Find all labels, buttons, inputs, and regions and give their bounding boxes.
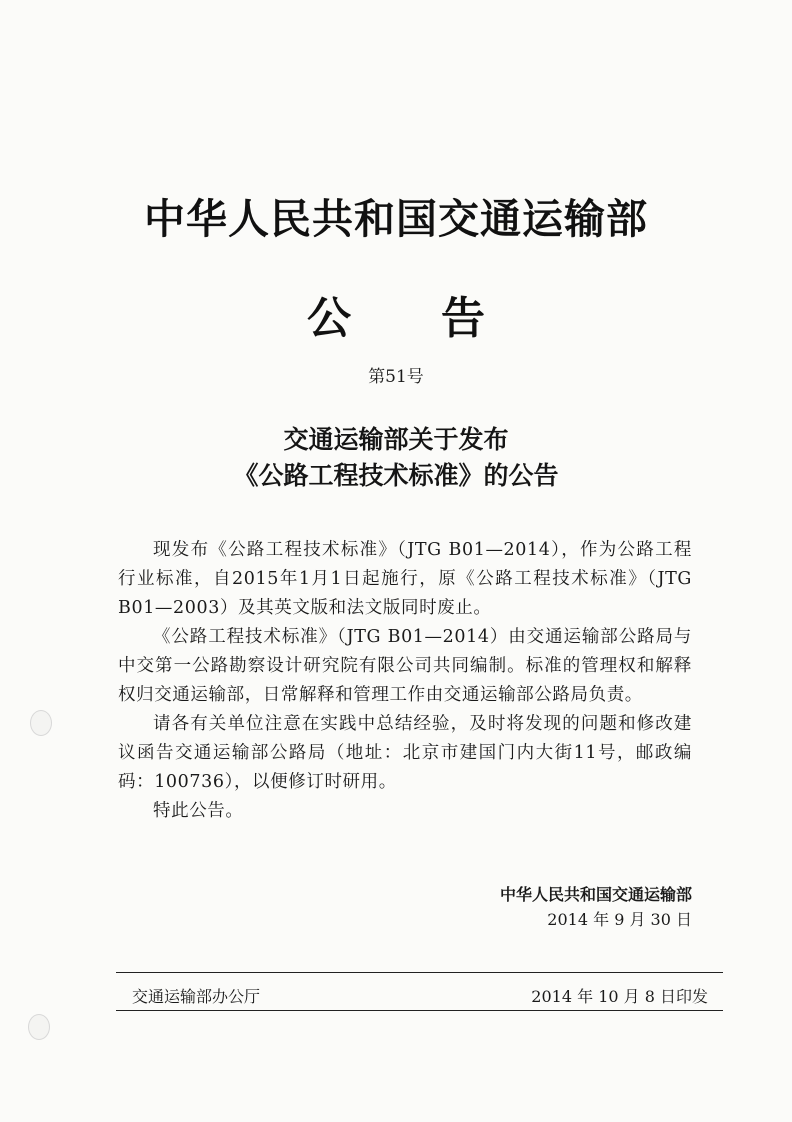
print-date: 2014 年 10 月 8 日印发 bbox=[531, 987, 708, 1006]
document-kind-char: 公 bbox=[307, 293, 351, 344]
document-kind-char: 告 bbox=[441, 293, 485, 344]
punch-hole bbox=[28, 1014, 50, 1040]
footer-rule-bottom bbox=[116, 1010, 723, 1011]
issuer-title: 中华人民共和国交通运输部 bbox=[144, 195, 648, 243]
headline-line: 交通运输部关于发布 bbox=[283, 425, 509, 454]
punch-hole bbox=[30, 710, 52, 736]
footer-rule-top bbox=[116, 972, 723, 973]
document-kind bbox=[0, 282, 792, 346]
headline-line: 《公路工程技术标准》的公告 bbox=[233, 461, 559, 490]
document-number: 第51号 bbox=[368, 367, 424, 387]
body-paragraph: 《公路工程技术标准》（JTG B01—2014）由交通运输部公路局与中交第一公路勘察设计研究院有限公司共同编制。标准的管理权和解释权归交通运输部，日常解释和管理工作由交通运输部公路局负责。 bbox=[118, 627, 692, 705]
body-paragraph: 特此公告。 bbox=[153, 801, 244, 821]
body-paragraph: 现发布《公路工程技术标准》（JTG B01—2014），作为公路工程行业标准，自2015年1月1日起施行，原《公路工程技术标准》（JTG B01—2003）及其英文版和法文版同时废止。 bbox=[118, 540, 692, 618]
announcement-body bbox=[118, 536, 692, 826]
issuing-office: 交通运输部办公厅 bbox=[132, 987, 261, 1006]
body-paragraph: 请各有关单位注意在实践中总结经验，及时将发现的问题和修改建议函告交通运输部公路局（地址：北京市建国门内大街11号，邮政编码：100736），以便修订时研用。 bbox=[118, 714, 692, 792]
signature-organization: 中华人民共和国交通运输部 bbox=[499, 885, 692, 904]
signature-date: 2014 年 9 月 30 日 bbox=[547, 910, 692, 929]
